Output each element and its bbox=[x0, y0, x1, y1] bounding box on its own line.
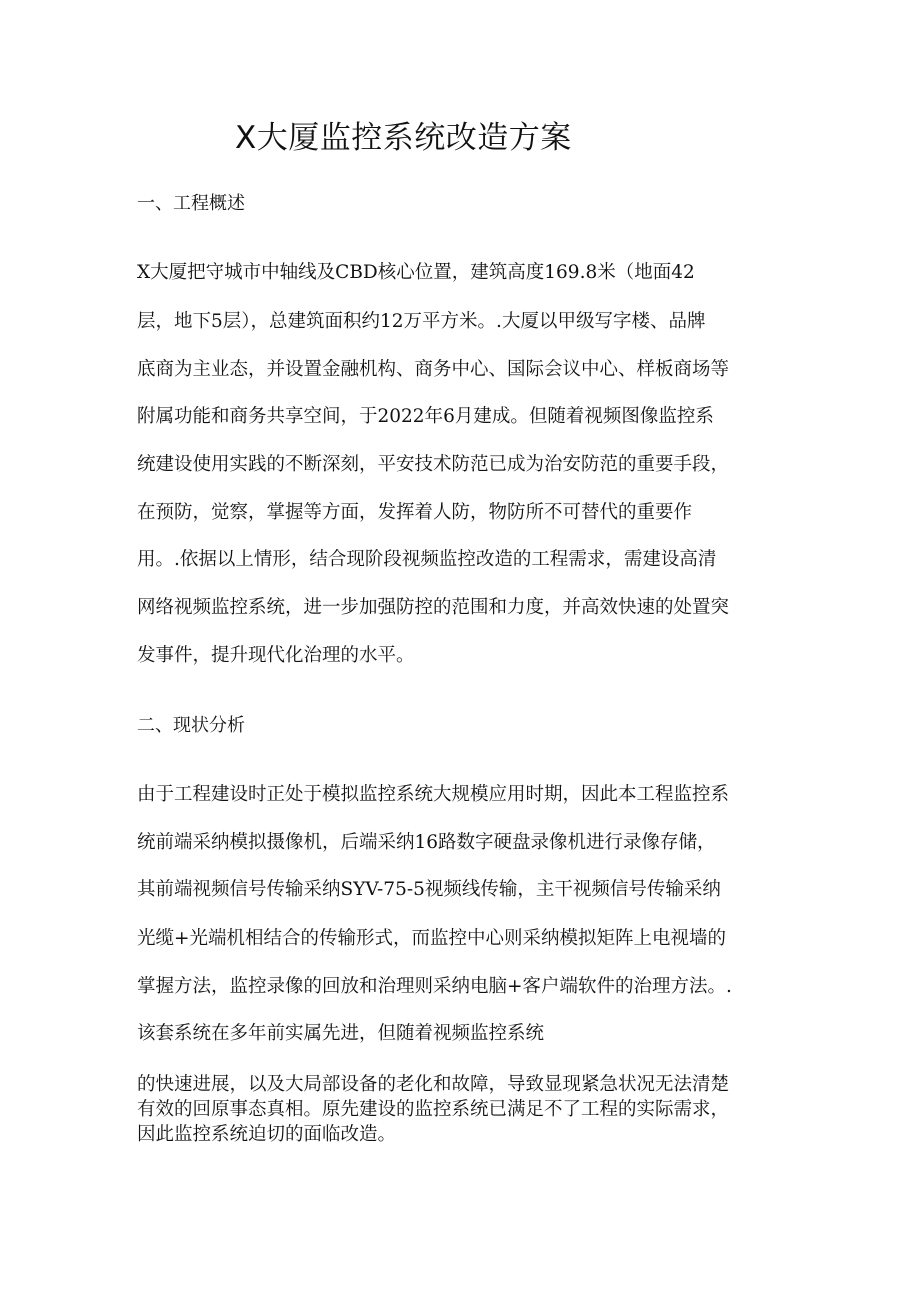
section-heading-status-analysis: 二、现状分析 bbox=[137, 715, 245, 736]
paragraph-line: 有效的回原事态真相。原先建设的监控系统已满足不了工程的实际需求， bbox=[137, 1099, 730, 1120]
paragraph-line: 底商为主业态，并设置金融机构、商务中心、国际会议中心、样板商场等 bbox=[137, 359, 730, 380]
paragraph-line: 统前端采纳模拟摄像机，后端采纳16路数字硬盘录像机进行录像存储， bbox=[137, 832, 716, 853]
paragraph-line: 该套系统在多年前实属先进，但随着视频监控系统 bbox=[137, 1023, 545, 1044]
paragraph-line: 在预防，觉察，掌握等方面，发挥着人防，物防所不可替代的重要作 bbox=[137, 502, 693, 523]
section-heading-overview: 一、工程概述 bbox=[137, 193, 245, 214]
paragraph-line: 掌握方法，监控录像的回放和治理则采纳电脑+客户端软件的治理方法。. bbox=[137, 976, 732, 997]
paragraph-line: 由于工程建设时正处于模拟监控系统大规模应用时期，因此本工程监控系 bbox=[137, 784, 730, 805]
paragraph-line: 的快速进展，以及大局部设备的老化和故障，导致显现紧急状况无法清楚 bbox=[137, 1074, 730, 1095]
paragraph-line: 层，地下5层），总建筑面积约12万平方米。.大厦以甲级写字楼、品牌 bbox=[137, 311, 706, 332]
paragraph-line: 附属功能和商务共享空间，于2022年6月建成。但随着视频图像监控系 bbox=[137, 406, 714, 427]
document-title: X大厦监控系统改造方案 bbox=[235, 120, 572, 156]
paragraph-line: 光缆+光端机相结合的传输形式，而监控中心则采纳模拟矩阵上电视墙的 bbox=[137, 928, 727, 949]
paragraph-line: 用。.依据以上情形，结合现阶段视频监控改造的工程需求，需建设高清 bbox=[137, 549, 717, 570]
paragraph-line: 因此监控系统迫切的面临改造。 bbox=[137, 1124, 397, 1145]
paragraph-line: 网络视频监控系统，进一步加强防控的范围和力度，并高效快速的处置突 bbox=[137, 597, 730, 618]
paragraph-line: X大厦把守城市中轴线及CBD核心位置，建筑高度169.8米（地面42 bbox=[137, 262, 695, 283]
paragraph-line: 统建设使用实践的不断深刻，平安技术防范已成为治安防范的重要手段， bbox=[137, 454, 730, 475]
paragraph-line: 发事件，提升现代化治理的水平。 bbox=[137, 645, 415, 666]
paragraph-line: 其前端视频信号传输采纳SYV-75-5视频线传输，主干视频信号传输采纳 bbox=[137, 879, 721, 900]
